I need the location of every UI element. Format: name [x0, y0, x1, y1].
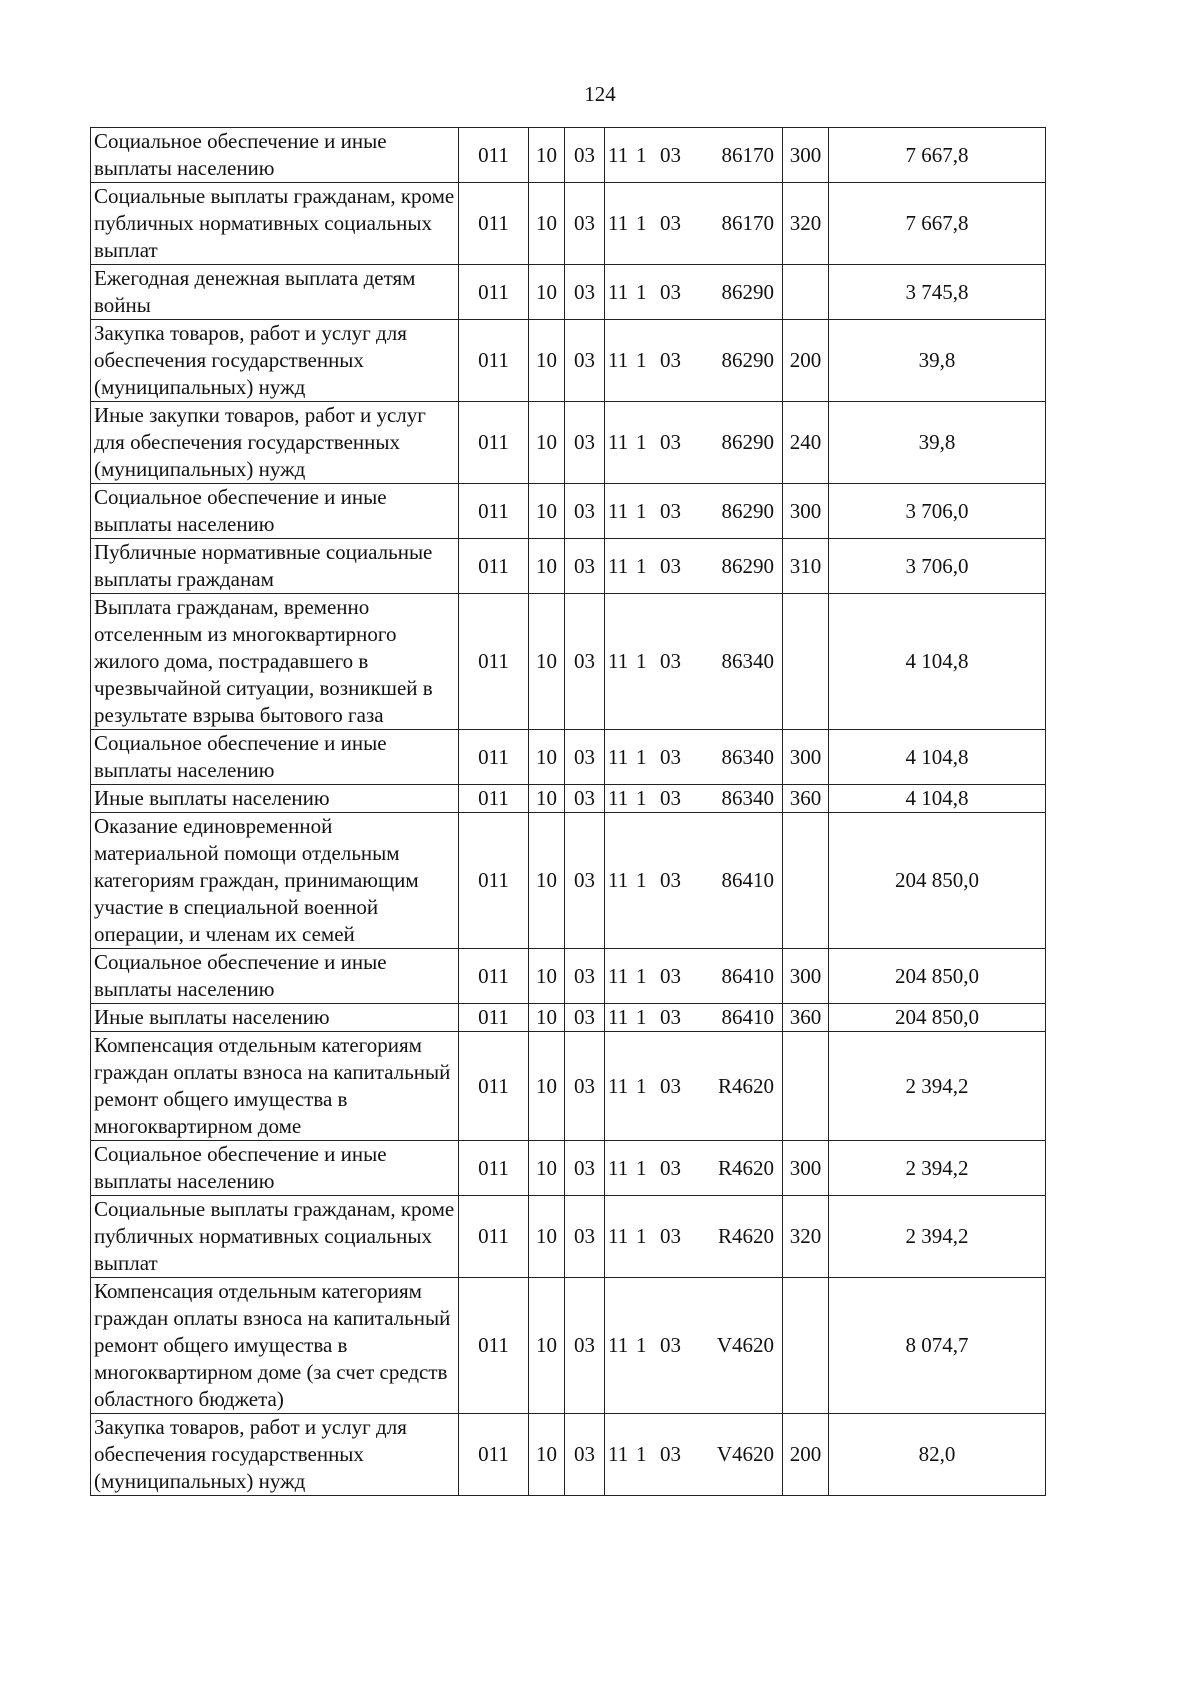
target-article-cell — [605, 484, 783, 539]
amount-cell: 204 850,0 — [829, 1004, 1046, 1032]
table-row — [91, 594, 1046, 730]
subsection-code-cell: 03 — [565, 1004, 605, 1032]
expense-name-cell: Закупка товаров, работ и услуг для обеспечения государственных (муниципальных) нужд — [91, 320, 459, 402]
section-code-cell: 10 — [529, 1414, 565, 1496]
subsection-code-cell: 03 — [565, 1032, 605, 1141]
target-article-part: 03 — [660, 279, 681, 304]
target-article-part: 1 — [636, 1442, 647, 1466]
target-article-part: 1 — [636, 744, 647, 769]
ministry-code-cell: 011 — [459, 402, 529, 484]
target-article-part: 11 — [608, 1224, 629, 1248]
target-article-part: 86410 — [721, 963, 774, 988]
subsection-code-cell: 03 — [565, 128, 605, 183]
target-article-part: 11 — [608, 786, 629, 810]
table-row — [91, 265, 1046, 320]
target-article-part: 11 — [608, 348, 629, 372]
amount-cell: 2 394,2 — [829, 1141, 1046, 1196]
target-article-part: 03 — [660, 430, 681, 454]
target-article-cell — [605, 402, 783, 484]
subsection-code-cell: 03 — [565, 949, 605, 1004]
target-article-part: 1 — [636, 649, 647, 673]
target-article-part: 86410 — [721, 868, 774, 892]
subsection-code-cell: 03 — [565, 539, 605, 594]
target-article-part: 11 — [608, 1005, 629, 1029]
subsection-code-cell: 03 — [565, 594, 605, 730]
amount-cell: 2 394,2 — [829, 1196, 1046, 1278]
section-code-cell: 10 — [529, 484, 565, 539]
section-code-cell: 10 — [529, 320, 565, 402]
expense-name-cell: Иные выплаты населению — [91, 785, 459, 813]
target-article-part: 11 — [608, 142, 629, 167]
target-article-part: 86290 — [721, 279, 774, 304]
expense-name-cell: Иные выплаты населению — [91, 1004, 459, 1032]
expense-type-cell — [783, 813, 829, 949]
target-article-part: R4620 — [717, 1073, 774, 1098]
table-row — [91, 785, 1046, 813]
expense-type-cell: 320 — [783, 183, 829, 265]
ministry-code-cell: 011 — [459, 1004, 529, 1032]
ministry-code-cell: 011 — [459, 949, 529, 1004]
table-row — [91, 1278, 1046, 1414]
section-code-cell: 10 — [529, 785, 565, 813]
ministry-code-cell: 011 — [459, 539, 529, 594]
target-article-part: 1 — [636, 786, 647, 810]
target-article-part: 1 — [636, 963, 647, 988]
target-article-cell — [605, 1414, 783, 1496]
section-code-cell: 10 — [529, 1196, 565, 1278]
expense-name-cell: Социальное обеспечение и иные выплаты населению — [91, 484, 459, 539]
section-code-cell: 10 — [529, 265, 565, 320]
target-article-part: R4620 — [717, 1155, 774, 1180]
subsection-code-cell: 03 — [565, 813, 605, 949]
expense-name-cell: Компенсация отдельным категориям граждан оплаты взноса на капитальный ремонт общего имущества в многоквартирном доме — [91, 1032, 459, 1141]
expense-type-cell — [783, 1032, 829, 1141]
target-article-cell — [605, 539, 783, 594]
target-article-cell — [605, 265, 783, 320]
section-code-cell: 10 — [529, 1032, 565, 1141]
subsection-code-cell: 03 — [565, 320, 605, 402]
expense-type-cell: 300 — [783, 949, 829, 1004]
table-row — [91, 730, 1046, 785]
expense-type-cell: 360 — [783, 785, 829, 813]
section-code-cell: 10 — [529, 539, 565, 594]
amount-cell: 3 745,8 — [829, 265, 1046, 320]
target-article-part: 03 — [660, 553, 681, 578]
target-article-part: 11 — [608, 279, 629, 304]
target-article-part: 11 — [608, 430, 629, 454]
target-article-part: 11 — [608, 211, 629, 235]
target-article-part: 11 — [608, 553, 629, 578]
amount-cell: 39,8 — [829, 402, 1046, 484]
target-article-part: 11 — [608, 868, 629, 892]
target-article-part: 1 — [636, 1333, 647, 1357]
amount-cell: 4 104,8 — [829, 785, 1046, 813]
target-article-part: R4620 — [717, 1224, 774, 1248]
target-article-part: 86170 — [721, 142, 774, 167]
table-row — [91, 539, 1046, 594]
expense-name-cell: Социальное обеспечение и иные выплаты населению — [91, 128, 459, 183]
expense-name-cell: Социальное обеспечение и иные выплаты населению — [91, 949, 459, 1004]
target-article-part: 03 — [660, 963, 681, 988]
target-article-part: 86290 — [721, 348, 774, 372]
target-article-part: 03 — [660, 1224, 681, 1248]
target-article-part: 11 — [608, 1442, 629, 1466]
expense-name-cell: Закупка товаров, работ и услуг для обеспечения государственных (муниципальных) нужд — [91, 1414, 459, 1496]
expense-name-cell: Ежегодная денежная выплата детям войны — [91, 265, 459, 320]
target-article-cell — [605, 1004, 783, 1032]
section-code-cell: 10 — [529, 128, 565, 183]
target-article-part: 11 — [608, 498, 629, 523]
target-article-part: 11 — [608, 1073, 629, 1098]
subsection-code-cell: 03 — [565, 402, 605, 484]
table-row — [91, 813, 1046, 949]
expense-type-cell: 300 — [783, 1141, 829, 1196]
target-article-part: 1 — [636, 279, 647, 304]
expense-type-cell — [783, 1278, 829, 1414]
section-code-cell: 10 — [529, 1004, 565, 1032]
ministry-code-cell: 011 — [459, 730, 529, 785]
expense-type-cell — [783, 265, 829, 320]
target-article-part: 86410 — [721, 1005, 774, 1029]
amount-cell: 204 850,0 — [829, 949, 1046, 1004]
target-article-part: 1 — [636, 430, 647, 454]
amount-cell: 7 667,8 — [829, 183, 1046, 265]
ministry-code-cell: 011 — [459, 265, 529, 320]
expense-type-cell: 300 — [783, 484, 829, 539]
amount-cell: 2 394,2 — [829, 1032, 1046, 1141]
table-row — [91, 1004, 1046, 1032]
table-row — [91, 183, 1046, 265]
target-article-part: V4620 — [716, 1442, 774, 1466]
target-article-part: 1 — [636, 348, 647, 372]
target-article-cell — [605, 785, 783, 813]
target-article-cell — [605, 949, 783, 1004]
table-row — [91, 1196, 1046, 1278]
expense-type-cell: 320 — [783, 1196, 829, 1278]
target-article-cell — [605, 1032, 783, 1141]
target-article-part: 11 — [608, 963, 629, 988]
section-code-cell: 10 — [529, 1278, 565, 1414]
expense-name-cell: Публичные нормативные социальные выплаты гражданам — [91, 539, 459, 594]
table-row — [91, 1414, 1046, 1496]
subsection-code-cell: 03 — [565, 1278, 605, 1414]
target-article-part: 03 — [660, 1073, 681, 1098]
amount-cell: 4 104,8 — [829, 730, 1046, 785]
expense-name-cell: Компенсация отдельным категориям граждан оплаты взноса на капитальный ремонт общего имущества в многоквартирном доме (за счет средств областного бюджета) — [91, 1278, 459, 1414]
target-article-cell — [605, 128, 783, 183]
target-article-part: 86340 — [721, 786, 774, 810]
section-code-cell: 10 — [529, 949, 565, 1004]
section-code-cell: 10 — [529, 183, 565, 265]
amount-cell: 39,8 — [829, 320, 1046, 402]
target-article-part: 86340 — [721, 744, 774, 769]
target-article-cell — [605, 183, 783, 265]
expense-type-cell: 240 — [783, 402, 829, 484]
expense-name-cell: Социальное обеспечение и иные выплаты населению — [91, 1141, 459, 1196]
target-article-cell — [605, 813, 783, 949]
expense-type-cell: 300 — [783, 128, 829, 183]
ministry-code-cell: 011 — [459, 128, 529, 183]
ministry-code-cell: 011 — [459, 594, 529, 730]
ministry-code-cell: 011 — [459, 484, 529, 539]
target-article-part: 11 — [608, 1333, 629, 1357]
amount-cell: 3 706,0 — [829, 484, 1046, 539]
ministry-code-cell: 011 — [459, 1141, 529, 1196]
target-article-cell — [605, 1196, 783, 1278]
table-row — [91, 128, 1046, 183]
expense-name-cell: Выплата гражданам, временно отселенным из многоквартирного жилого дома, пострадавшего в чрезвычайной ситуации, возникшей в результате взрыва бытового газа — [91, 594, 459, 730]
table-row — [91, 949, 1046, 1004]
target-article-part: 1 — [636, 1073, 647, 1098]
target-article-part: 03 — [660, 1005, 681, 1029]
section-code-cell: 10 — [529, 1141, 565, 1196]
target-article-part: 03 — [660, 1442, 681, 1466]
target-article-part: 03 — [660, 868, 681, 892]
subsection-code-cell: 03 — [565, 730, 605, 785]
target-article-cell — [605, 730, 783, 785]
amount-cell: 3 706,0 — [829, 539, 1046, 594]
table-row — [91, 1141, 1046, 1196]
target-article-part: 03 — [660, 649, 681, 673]
target-article-part: 1 — [636, 553, 647, 578]
target-article-part: 03 — [660, 348, 681, 372]
table-row — [91, 1032, 1046, 1141]
target-article-part: 03 — [660, 744, 681, 769]
amount-cell: 82,0 — [829, 1414, 1046, 1496]
subsection-code-cell: 03 — [565, 484, 605, 539]
expense-name-cell: Иные закупки товаров, работ и услуг для обеспечения государственных (муниципальных) нужд — [91, 402, 459, 484]
target-article-part: 1 — [636, 1224, 647, 1248]
expense-name-cell: Социальные выплаты гражданам, кроме публичных нормативных социальных выплат — [91, 1196, 459, 1278]
subsection-code-cell: 03 — [565, 1141, 605, 1196]
budget-table — [90, 127, 1046, 1496]
target-article-part: 11 — [608, 744, 629, 769]
target-article-part: 11 — [608, 1155, 629, 1180]
target-article-part: 03 — [660, 1155, 681, 1180]
target-article-part: 86290 — [721, 430, 774, 454]
target-article-part: 03 — [660, 142, 681, 167]
section-code-cell: 10 — [529, 594, 565, 730]
subsection-code-cell: 03 — [565, 1196, 605, 1278]
table-body — [91, 128, 1046, 1496]
section-code-cell: 10 — [529, 813, 565, 949]
expense-type-cell: 310 — [783, 539, 829, 594]
ministry-code-cell: 011 — [459, 320, 529, 402]
target-article-part: 11 — [608, 649, 629, 673]
target-article-part: 03 — [660, 1333, 681, 1357]
ministry-code-cell: 011 — [459, 785, 529, 813]
target-article-part: 1 — [636, 142, 647, 167]
target-article-cell — [605, 320, 783, 402]
target-article-part: V4620 — [716, 1333, 774, 1357]
ministry-code-cell: 011 — [459, 1032, 529, 1141]
section-code-cell: 10 — [529, 402, 565, 484]
subsection-code-cell: 03 — [565, 785, 605, 813]
expense-type-cell: 200 — [783, 1414, 829, 1496]
expense-name-cell: Оказание единовременной материальной помощи отдельным категориям граждан, принимающим участие в специальной военной операции, и членам их семей — [91, 813, 459, 949]
target-article-part: 03 — [660, 786, 681, 810]
ministry-code-cell: 011 — [459, 1196, 529, 1278]
table-row — [91, 484, 1046, 539]
expense-type-cell: 200 — [783, 320, 829, 402]
target-article-part: 1 — [636, 211, 647, 235]
target-article-part: 1 — [636, 498, 647, 523]
subsection-code-cell: 03 — [565, 183, 605, 265]
target-article-part: 86290 — [721, 498, 774, 523]
target-article-part: 1 — [636, 868, 647, 892]
amount-cell: 4 104,8 — [829, 594, 1046, 730]
target-article-part: 03 — [660, 211, 681, 235]
target-article-part: 03 — [660, 498, 681, 523]
target-article-cell — [605, 594, 783, 730]
target-article-part: 86170 — [721, 211, 774, 235]
amount-cell: 204 850,0 — [829, 813, 1046, 949]
subsection-code-cell: 03 — [565, 265, 605, 320]
expense-name-cell: Социальные выплаты гражданам, кроме публичных нормативных социальных выплат — [91, 183, 459, 265]
amount-cell: 7 667,8 — [829, 128, 1046, 183]
target-article-cell — [605, 1278, 783, 1414]
table-row — [91, 320, 1046, 402]
table-row — [91, 402, 1046, 484]
expense-name-cell: Социальное обеспечение и иные выплаты населению — [91, 730, 459, 785]
expense-type-cell — [783, 594, 829, 730]
page-number: 124 — [584, 82, 616, 106]
ministry-code-cell: 011 — [459, 183, 529, 265]
ministry-code-cell: 011 — [459, 1414, 529, 1496]
amount-cell: 8 074,7 — [829, 1278, 1046, 1414]
expense-type-cell: 360 — [783, 1004, 829, 1032]
target-article-part: 86340 — [721, 649, 774, 673]
target-article-part: 1 — [636, 1005, 647, 1029]
ministry-code-cell: 011 — [459, 1278, 529, 1414]
target-article-cell — [605, 1141, 783, 1196]
section-code-cell: 10 — [529, 730, 565, 785]
target-article-part: 1 — [636, 1155, 647, 1180]
subsection-code-cell: 03 — [565, 1414, 605, 1496]
target-article-part: 86290 — [721, 553, 774, 578]
ministry-code-cell: 011 — [459, 813, 529, 949]
expense-type-cell: 300 — [783, 730, 829, 785]
